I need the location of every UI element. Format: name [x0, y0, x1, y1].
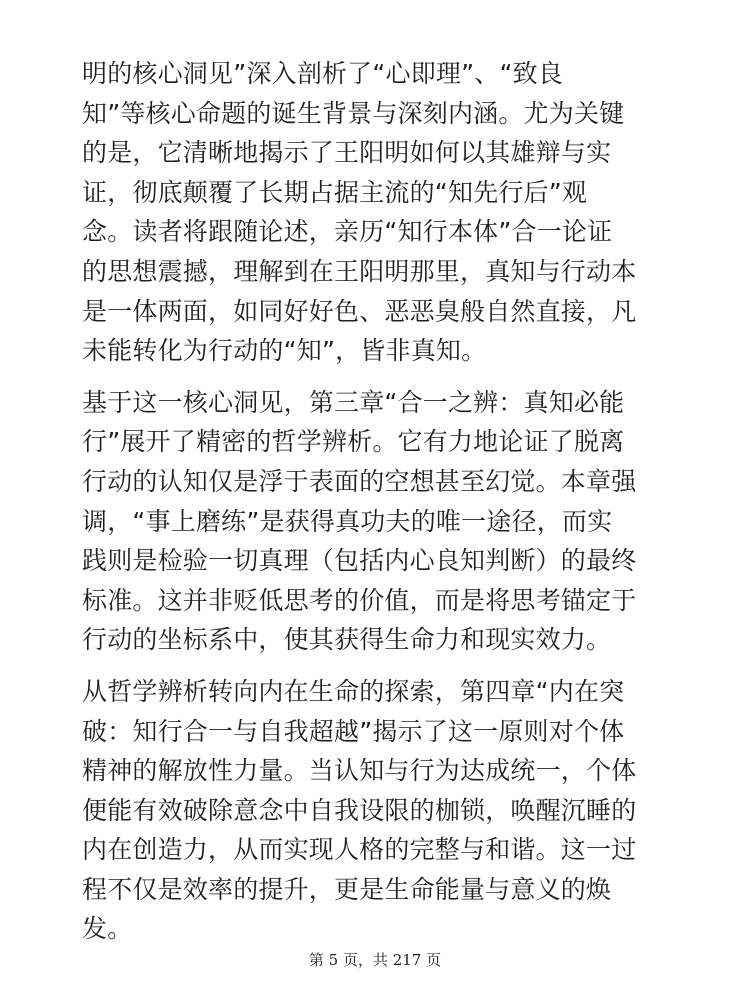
paragraph-line: 行”展开了精密的哲学辨析。它有力地论证了脱离	[82, 427, 625, 457]
paragraph-line: 念。读者将跟随论述，亲历“知行本体”合一论证	[82, 217, 613, 247]
paragraph-line: 破：知行合一与自我超越”揭示了这一原则对个体	[82, 716, 625, 746]
page-number-label: 第 5 页，共 217 页	[308, 951, 442, 969]
paragraph-line: 从哲学辨析转向内在生命的探索，第四章“内在突	[82, 676, 625, 706]
paragraph-3	[82, 672, 682, 949]
paragraph-1	[82, 54, 682, 371]
paragraph-line: 内在创造力，从而实现人格的完整与和谐。这一过	[82, 835, 637, 865]
paragraph-line: 证，彻底颠覆了长期占据主流的“知先行后”观	[82, 177, 588, 207]
paragraph-line: 行动的认知仅是浮于表面的空想甚至幻觉。本章强	[82, 466, 637, 496]
paragraph-line: 行动的坐标系中，使其获得生命力和现实效力。	[82, 625, 612, 655]
paragraph-line: 基于这一核心洞见，第三章“合一之辨：真知必能	[82, 387, 625, 417]
paragraph-line: 践则是检验一切真理（包括内心良知判断）的最终	[82, 546, 637, 576]
page-footer	[0, 950, 750, 970]
document-body	[82, 54, 682, 961]
paragraph-line: 发。	[82, 914, 133, 944]
paragraph-line: 程不仅是效率的提升，更是生命能量与意义的焕	[82, 874, 612, 904]
paragraph-line: 便能有效破除意念中自我设限的枷锁，唤醒沉睡的	[82, 795, 637, 825]
paragraph-line: 标准。这并非贬低思考的价值，而是将思考锚定于	[82, 585, 637, 615]
paragraph-line: 是一体两面，如同好好色、恶恶臭般自然直接，凡	[82, 296, 637, 326]
paragraph-line: 的思想震撼，理解到在王阳明那里，真知与行动本	[82, 256, 637, 286]
paragraph-line: 知”等核心命题的诞生背景与深刻内涵。尤为关键	[82, 98, 625, 128]
paragraph-line: 明的核心洞见”深入剖析了“心即理”、“致良	[82, 59, 564, 88]
paragraph-line: 未能转化为行动的“知”，皆非真知。	[82, 336, 487, 366]
paragraph-line: 精神的解放性力量。当认知与行为达成统一，个体	[82, 756, 637, 786]
paragraph-line: 的是，它清晰地揭示了王阳明如何以其雄辩与实	[82, 138, 612, 168]
paragraph-2	[82, 383, 682, 660]
paragraph-line: 调，“事上磨练”是获得真功夫的唯一途径，而实	[82, 506, 613, 536]
